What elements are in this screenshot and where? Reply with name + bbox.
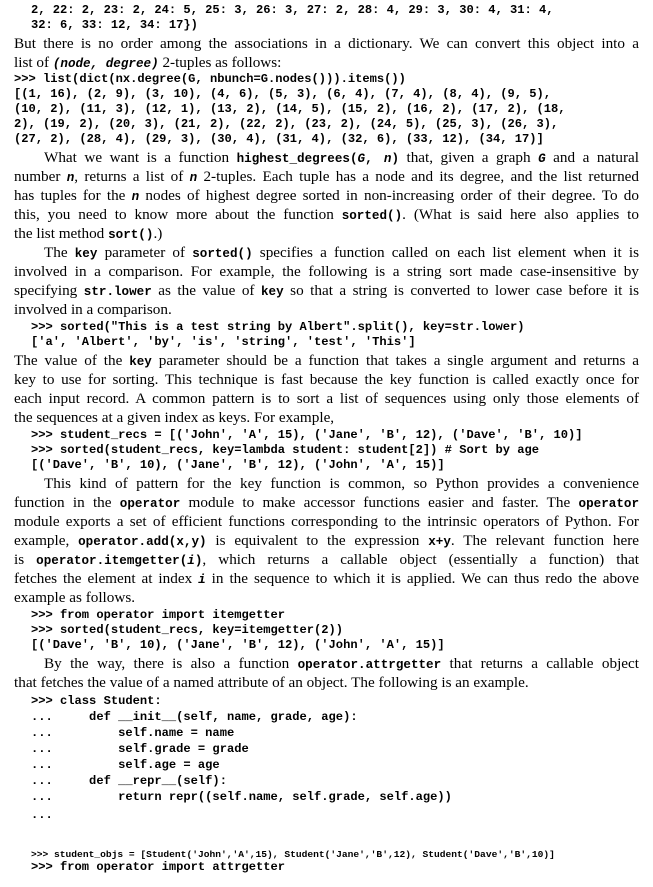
- code-line: >>> from operator import itemgetter: [31, 608, 286, 622]
- paragraph-line: function in the operator module to make accessor functions easier and faster. The operator: [14, 494, 640, 511]
- inline-code: highest_degrees(: [236, 152, 358, 166]
- code-line: ['a', 'Albert', 'by', 'is', 'string', 'test', 'This']: [31, 335, 416, 349]
- paragraph-line: module exports a set of efficient functions corresponding to the intrinsic operators of Python. For: [14, 513, 639, 530]
- code-line: ... return repr((self.name, self.grade, self.age)): [31, 790, 452, 804]
- code-line: >>> sorted(student_recs, key=lambda student: student[2]) # Sort by age: [31, 443, 540, 457]
- paragraph-line: fetches the element at index i in the sequence to which it is applied. We can thus redo the above: [14, 570, 639, 587]
- code-line: [('Dave', 'B', 10), ('Jane', 'B', 12), ('John', 'A', 15)]: [31, 638, 445, 652]
- inline-code: sorted(): [341, 209, 403, 223]
- code-output-line: 32: 6, 33: 12, 34: 17}): [31, 18, 198, 32]
- paragraph-line: that fetches the value of a named attribute of an object. The following is an example.: [14, 674, 529, 691]
- paragraph-line: each input record. A common pattern is to sort a list of sequences using only those elements of: [14, 390, 639, 407]
- code-line: ... def __init__(self, name, grade, age):: [31, 710, 358, 724]
- paragraph-line: example, operator.add(x,y) is equivalent to the expression x+y. The relevant function here: [14, 532, 639, 549]
- paragraph-line: But there is no order among the associations in a dictionary. We can convert this object into a: [14, 35, 639, 52]
- paragraph-line: example as follows.: [14, 589, 136, 606]
- paragraph-line: number n, returns a list of n 2-tuples. Each tuple has a node and its degree, and the list returned: [14, 168, 639, 185]
- code-line: ... def __repr__(self):: [31, 774, 227, 788]
- paragraph-line: specifying str.lower as the value of key so that a string is converted to lower case before it is: [14, 282, 640, 299]
- code-line: >>> student_objs = [Student('John','A',15), Student('Jane','B',12), Student('Dave','B',10)]: [31, 849, 555, 860]
- paragraph-line: The key parameter of sorted() specifies a function called on each list element when it is: [44, 244, 639, 261]
- paragraph-line: involved in a comparison.: [14, 301, 172, 318]
- code-line: ...: [31, 808, 53, 822]
- paragraph-line: This kind of pattern for the key function is common, so Python provides a convenience: [44, 475, 639, 492]
- code-output-line: 2, 22: 2, 23: 2, 24: 5, 25: 3, 26: 3, 27: 2, 28: 4, 29: 3, 30: 4, 31: 4,: [31, 3, 554, 17]
- paragraph-line: is operator.itemgetter(i), which returns a callable object (essentially a function) that: [14, 551, 639, 568]
- code-line: [('Dave', 'B', 10), ('Jane', 'B', 12), ('John', 'A', 15)]: [31, 458, 445, 472]
- paragraph-line: What we want is a function highest_degrees(G, n) that, given a graph G and a natural: [44, 149, 639, 166]
- code-line: ... self.age = age: [31, 758, 220, 772]
- paragraph-line: involved in a comparison. For example, the following is a string sort made case-insensitive by: [14, 263, 639, 280]
- code-line: >>> sorted(student_recs, key=itemgetter(2)): [31, 623, 344, 637]
- code-line: >>> from operator import attrgetter: [31, 860, 286, 874]
- code-line: 2), (19, 2), (20, 3), (21, 2), (22, 2), (23, 2), (24, 5), (25, 3), (26, 3),: [14, 117, 559, 131]
- code-line: ... self.grade = grade: [31, 742, 249, 756]
- code-line: (27, 2), (28, 4), (29, 3), (30, 4), (31, 4), (32, 6), (33, 12), (34, 17)]: [14, 132, 544, 146]
- paragraph-line: this, you need to know more about the function sorted(). (What is said here also applies to: [14, 206, 639, 223]
- inline-code: sort(): [108, 228, 154, 242]
- paragraph-line: list of (node, degree) 2-tuples as follows:: [14, 54, 282, 71]
- inline-code: (node, degree): [52, 57, 159, 71]
- paragraph-line: has tuples for the n nodes of highest degree sorted in non-increasing order of their degree. To do: [14, 187, 639, 204]
- code-line: [(1, 16), (2, 9), (3, 10), (4, 6), (5, 3), (6, 4), (7, 4), (8, 4), (9, 5),: [14, 87, 552, 101]
- paragraph-line: The value of the key parameter should be a function that takes a single argument and returns a: [14, 352, 639, 369]
- paragraph-line: By the way, there is also a function operator.attrgetter that returns a callable object: [44, 655, 639, 672]
- code-line: (10, 2), (11, 3), (12, 1), (13, 2), (14, 5), (15, 2), (16, 2), (17, 2), (18,: [14, 102, 566, 116]
- code-line: >>> student_recs = [('John', 'A', 15), ('Jane', 'B', 12), ('Dave', 'B', 10)]: [31, 428, 583, 442]
- paragraph-line: the sequences at a given index as keys. For example,: [14, 409, 335, 426]
- code-line: ... self.name = name: [31, 726, 235, 740]
- code-line: >>> list(dict(nx.degree(G, nbunch=G.nodes())).items()): [14, 72, 406, 86]
- paragraph-line: the list method sort().): [14, 225, 163, 242]
- paragraph-line: key to use for sorting. This technique is fast because the key function is called exactly once for: [14, 371, 639, 388]
- code-line: >>> class Student:: [31, 694, 162, 708]
- code-line: >>> sorted("This is a test string by Albert".split(), key=str.lower): [31, 320, 525, 334]
